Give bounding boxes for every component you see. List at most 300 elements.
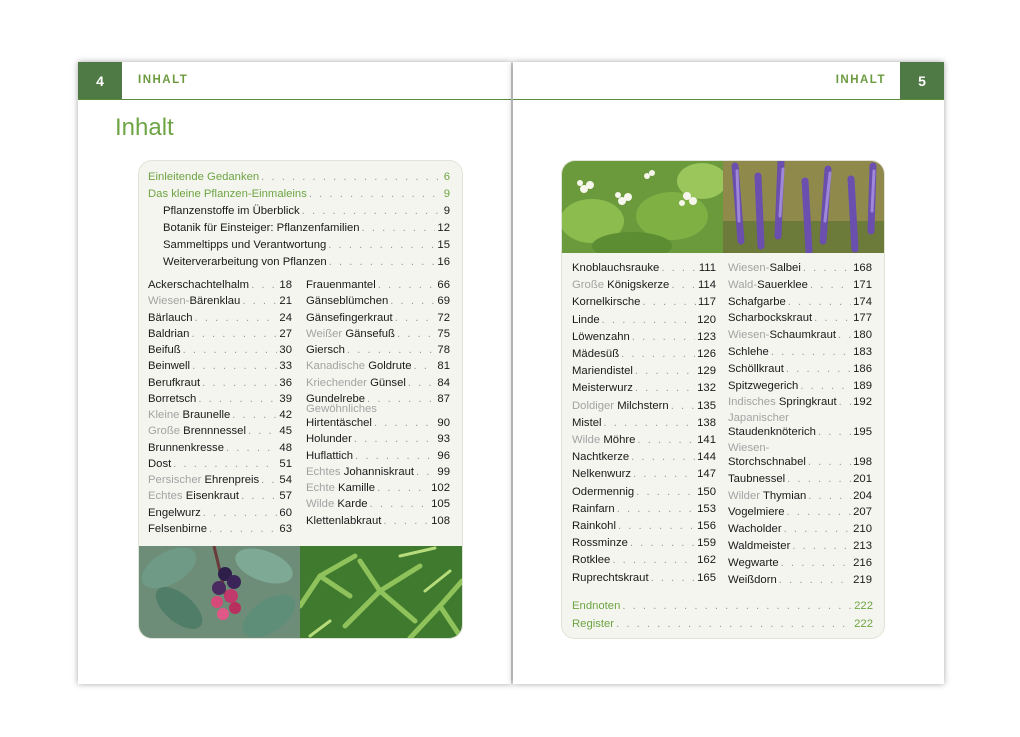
toc-entry[interactable] bbox=[148, 311, 292, 325]
leader-dots bbox=[355, 449, 435, 463]
toc-entry-name: Günsel bbox=[370, 376, 406, 389]
leader-dots bbox=[787, 505, 852, 519]
toc-entry-name: Ruprechtskraut bbox=[572, 571, 649, 584]
toc-entry-prefix: Wilder bbox=[728, 489, 763, 502]
toc-entry[interactable] bbox=[572, 467, 716, 481]
toc-entry-title: Pflanzenstoffe im Überblick bbox=[163, 205, 300, 217]
toc-entry[interactable] bbox=[148, 170, 450, 184]
toc-entry-page: 174 bbox=[853, 295, 872, 308]
toc-entry[interactable] bbox=[148, 457, 292, 471]
toc-entry-name: Nachtkerze bbox=[572, 451, 630, 464]
toc-entry[interactable] bbox=[148, 489, 292, 503]
toc-entry-page: 180 bbox=[853, 329, 872, 342]
toc-entry-page: 129 bbox=[697, 365, 716, 378]
toc-entry[interactable] bbox=[148, 278, 292, 292]
toc-entry[interactable] bbox=[572, 599, 873, 613]
toc-entry[interactable] bbox=[148, 376, 292, 390]
toc-entry[interactable] bbox=[572, 261, 716, 275]
toc-entry-page: 204 bbox=[853, 489, 872, 502]
toc-entry-page: 162 bbox=[697, 554, 716, 567]
toc-entry-name: Gundelrebe bbox=[306, 392, 366, 405]
toc-entry[interactable] bbox=[306, 343, 450, 357]
leader-dots bbox=[786, 362, 851, 376]
toc-entry-prefix: Wiesen- bbox=[728, 262, 770, 274]
toc-entry-name: Dost bbox=[148, 457, 172, 470]
leader-dots bbox=[203, 506, 278, 520]
leader-dots bbox=[781, 556, 851, 570]
toc-entry-name: Knoblauchsrauke bbox=[572, 262, 660, 274]
toc-entry-prefix: Echtes bbox=[148, 490, 186, 503]
toc-entry[interactable] bbox=[572, 571, 716, 585]
toc-entry[interactable] bbox=[572, 433, 716, 447]
leader-dots bbox=[191, 327, 277, 341]
toc-entry-page: 123 bbox=[697, 330, 716, 343]
leader-dots bbox=[367, 392, 435, 406]
toc-entry[interactable] bbox=[306, 327, 450, 341]
page-title: Inhalt bbox=[115, 114, 174, 141]
toc-entry-name: Rainfarn bbox=[572, 502, 615, 515]
leader-dots bbox=[414, 359, 436, 373]
toc-entry-page: 16 bbox=[437, 256, 450, 268]
leader-dots bbox=[671, 278, 696, 292]
leader-dots bbox=[616, 617, 852, 631]
toc-entry[interactable] bbox=[728, 295, 872, 309]
toc-entry-page: 96 bbox=[437, 449, 450, 462]
toc-entry-name: Gänsefuß bbox=[345, 327, 395, 340]
toc-entry-page: 105 bbox=[431, 498, 450, 511]
toc-entry-page: 15 bbox=[437, 239, 450, 251]
toc-entry-page: 69 bbox=[437, 295, 450, 308]
toc-entry-name: Rossminze bbox=[572, 537, 628, 550]
toc-entry[interactable] bbox=[572, 399, 716, 413]
toc-entry-name: Bärenklau bbox=[189, 295, 241, 308]
toc-entry-page: 120 bbox=[697, 313, 716, 326]
toc-entry-prefix: Wiesen- bbox=[148, 295, 190, 308]
toc-entry-name: Berufkraut bbox=[148, 376, 201, 389]
leader-dots bbox=[261, 170, 442, 184]
toc-entry-name: Vogelmiere bbox=[728, 506, 785, 519]
toc-entry-prefix: Weißer bbox=[306, 327, 346, 340]
toc-entry[interactable] bbox=[572, 381, 716, 395]
toc-entry[interactable] bbox=[163, 221, 450, 235]
toc-entry-page: 168 bbox=[853, 262, 872, 274]
leader-dots bbox=[390, 294, 435, 308]
toc-entry-name: Thymian bbox=[762, 489, 807, 502]
toc-entry-page: 36 bbox=[279, 376, 292, 389]
leader-dots bbox=[787, 472, 851, 486]
toc-entry-prefix: Indisches bbox=[728, 396, 779, 409]
leader-dots bbox=[800, 379, 851, 393]
toc-entry-page: 60 bbox=[279, 506, 292, 519]
leader-dots bbox=[808, 489, 851, 503]
toc-entry-page: 30 bbox=[279, 344, 292, 356]
leader-dots bbox=[416, 465, 435, 479]
toc-entry[interactable] bbox=[728, 539, 872, 553]
leader-dots bbox=[788, 295, 851, 309]
toc-entry[interactable] bbox=[306, 449, 450, 463]
page-number-left: 4 bbox=[78, 62, 122, 99]
leader-dots bbox=[631, 450, 695, 464]
leader-dots bbox=[362, 221, 436, 235]
toc-entry[interactable] bbox=[148, 327, 292, 341]
toc-entry-name: Baldrian bbox=[148, 327, 190, 340]
leader-dots bbox=[378, 278, 436, 292]
toc-entry-name: Brunnenkresse bbox=[148, 441, 224, 454]
leader-dots bbox=[635, 381, 695, 395]
toc-entry-prefix: Große bbox=[148, 425, 184, 438]
leader-dots bbox=[838, 328, 851, 342]
leader-dots bbox=[637, 433, 695, 447]
toc-entry-prefix: Wilde bbox=[306, 498, 338, 511]
left-page bbox=[78, 62, 511, 684]
toc-entry[interactable] bbox=[163, 238, 450, 252]
leader-dots bbox=[803, 261, 851, 275]
leader-dots bbox=[377, 481, 429, 495]
toc-entry-name: Nelkenwurz bbox=[572, 468, 632, 481]
toc-entry[interactable] bbox=[148, 506, 292, 520]
toc-entry-name: Möhre bbox=[603, 434, 636, 446]
toc-entry-page: 150 bbox=[697, 485, 716, 498]
toc-entry[interactable] bbox=[728, 455, 872, 469]
toc-entry[interactable] bbox=[572, 313, 716, 327]
toc-entry[interactable] bbox=[728, 379, 872, 393]
toc-entry[interactable] bbox=[572, 536, 716, 550]
toc-entry-name: Huflattich bbox=[306, 449, 354, 462]
toc-entry-name: Storchschnabel bbox=[728, 456, 806, 468]
leader-dots bbox=[661, 261, 697, 275]
toc-entry[interactable] bbox=[148, 441, 292, 455]
toc-entry-prefix: Echtes bbox=[306, 465, 344, 478]
toc-box-left bbox=[138, 160, 463, 639]
toc-entry-prefix: Kanadische bbox=[306, 360, 369, 373]
toc-entry-name: Weißdorn bbox=[728, 573, 777, 586]
toc-entry[interactable] bbox=[163, 204, 450, 218]
toc-entry[interactable] bbox=[728, 573, 872, 587]
toc-entry-qualifier: Gewöhnliches bbox=[306, 403, 377, 415]
toc-entry-page: 192 bbox=[853, 396, 872, 409]
toc-entry-name: Kamille bbox=[338, 482, 376, 494]
toc-entry-page: 159 bbox=[697, 537, 716, 550]
leader-dots bbox=[632, 330, 695, 344]
toc-entry-page: 9 bbox=[443, 205, 450, 217]
toc-entry-page: 39 bbox=[279, 392, 292, 405]
toc-entry[interactable] bbox=[306, 311, 450, 325]
toc-entry-page: 81 bbox=[437, 360, 450, 373]
toc-entry[interactable] bbox=[728, 522, 872, 536]
running-head-right: INHALT bbox=[835, 74, 886, 86]
toc-entry-name: Wegwarte bbox=[728, 556, 779, 569]
toc-entry[interactable] bbox=[572, 416, 716, 430]
toc-entry-name: Braunelle bbox=[182, 409, 231, 421]
toc-entry-name: Scharbockskraut bbox=[728, 312, 813, 325]
leader-dots bbox=[183, 343, 278, 357]
toc-entry-name: Gänsefingerkraut bbox=[306, 311, 393, 324]
toc-entry-qualifier: Japanischer bbox=[728, 412, 789, 425]
toc-entry-page: 75 bbox=[437, 327, 450, 340]
toc-entry-title: Endnoten bbox=[572, 600, 621, 612]
toc-entry[interactable] bbox=[572, 502, 716, 516]
toc-entry[interactable] bbox=[148, 343, 292, 357]
leader-dots bbox=[621, 347, 695, 361]
right-page bbox=[513, 62, 944, 684]
leader-dots bbox=[618, 519, 695, 533]
toc-entry[interactable] bbox=[728, 362, 872, 376]
toc-entry-page: 195 bbox=[853, 426, 872, 439]
leader-dots bbox=[395, 311, 436, 325]
toc-entry-name: Staudenknöterich bbox=[728, 426, 816, 439]
toc-entry-page: 198 bbox=[853, 456, 872, 468]
toc-entry[interactable] bbox=[572, 519, 716, 533]
toc-entry-name: Gänseblümchen bbox=[306, 295, 389, 308]
toc-entry-prefix: Wiesen- bbox=[728, 329, 770, 342]
toc-entry-prefix: Kleine bbox=[148, 409, 183, 421]
toc-entry-page: 87 bbox=[437, 392, 450, 405]
toc-entry[interactable] bbox=[572, 330, 716, 344]
toc-entry-name: Beinwell bbox=[148, 360, 191, 373]
leader-dots bbox=[192, 359, 277, 373]
toc-entry-page: 33 bbox=[279, 360, 292, 373]
toc-entry-page: 66 bbox=[437, 279, 450, 291]
toc-entry-page: 138 bbox=[697, 416, 716, 429]
leader-dots bbox=[309, 187, 442, 201]
toc-entry-name: Kornelkirsche bbox=[572, 296, 641, 309]
leader-dots bbox=[612, 553, 695, 567]
photo-knoblauchsrauke bbox=[562, 161, 723, 253]
toc-entry-page: 48 bbox=[279, 441, 292, 454]
toc-entry[interactable] bbox=[306, 514, 450, 528]
toc-entry[interactable] bbox=[728, 261, 872, 275]
toc-entry-name: Springkraut bbox=[778, 396, 837, 409]
toc-entry-name: Wacholder bbox=[728, 523, 782, 536]
leader-dots bbox=[814, 311, 851, 325]
toc-entry[interactable] bbox=[306, 359, 450, 373]
toc-entry[interactable] bbox=[728, 328, 872, 342]
toc-entry-page: 63 bbox=[279, 522, 292, 535]
toc-entry-title: Das kleine Pflanzen-Einmaleins bbox=[148, 188, 307, 200]
toc-entry-page: 186 bbox=[853, 362, 872, 375]
leader-dots bbox=[383, 514, 429, 528]
toc-entry-page: 6 bbox=[443, 171, 450, 183]
toc-entry[interactable] bbox=[572, 347, 716, 361]
leader-dots bbox=[251, 278, 277, 292]
toc-entry-name: Rainkohl bbox=[572, 520, 616, 532]
toc-entry[interactable] bbox=[148, 294, 292, 308]
toc-entry-name: Taubnessel bbox=[728, 472, 786, 485]
toc-entry-page: 141 bbox=[697, 434, 716, 446]
toc-entry-name: Schaumkraut bbox=[769, 329, 836, 342]
toc-entry-page: 210 bbox=[853, 523, 872, 536]
toc-entry[interactable] bbox=[148, 408, 292, 422]
leader-dots bbox=[226, 441, 277, 455]
toc-entry-qualifier: Wiesen- bbox=[728, 442, 770, 454]
toc-entry-page: 42 bbox=[279, 409, 292, 421]
toc-entry[interactable] bbox=[572, 295, 716, 309]
leader-dots bbox=[198, 392, 277, 406]
leader-dots bbox=[602, 313, 695, 327]
toc-entry[interactable] bbox=[572, 450, 716, 464]
leader-dots bbox=[241, 489, 277, 503]
toc-entry-page: 114 bbox=[697, 279, 716, 292]
toc-entry-name: Spitzwegerich bbox=[728, 379, 799, 392]
toc-entry-name: Felsenbirne bbox=[148, 522, 208, 535]
toc-entry[interactable] bbox=[572, 553, 716, 567]
toc-entry-name: Meisterwurz bbox=[572, 382, 633, 395]
leader-dots bbox=[347, 343, 436, 357]
leader-dots bbox=[604, 416, 696, 430]
leader-dots bbox=[784, 522, 852, 536]
toc-entry-name: Odermennig bbox=[572, 485, 635, 498]
toc-entry-page: 171 bbox=[853, 278, 872, 291]
toc-entry-name: Mädesüß bbox=[572, 348, 620, 360]
toc-entry-name: Holunder bbox=[306, 433, 352, 446]
toc-box-right bbox=[561, 160, 885, 639]
leader-dots bbox=[651, 571, 696, 585]
header-rule-left bbox=[78, 99, 511, 100]
toc-entry-page: 135 bbox=[697, 399, 716, 412]
toc-entry[interactable] bbox=[148, 473, 292, 487]
toc-entry-page: 18 bbox=[279, 279, 292, 291]
toc-entry[interactable] bbox=[148, 522, 292, 536]
leader-dots bbox=[232, 408, 277, 422]
toc-entry-page: 78 bbox=[437, 344, 450, 356]
toc-entry-name: Eisenkraut bbox=[185, 490, 240, 503]
toc-entry-title: Sammeltipps und Verantwortung bbox=[163, 239, 327, 251]
toc-entry-name: Bärlauch bbox=[148, 311, 193, 324]
toc-entry[interactable] bbox=[163, 255, 450, 269]
toc-entry[interactable] bbox=[148, 392, 292, 406]
toc-entry-page: 216 bbox=[853, 556, 872, 569]
toc-entry-page: 147 bbox=[697, 468, 716, 481]
toc-entry-prefix: Doldiger bbox=[572, 399, 618, 412]
toc-entry[interactable] bbox=[306, 465, 450, 479]
toc-entry-page: 132 bbox=[697, 382, 716, 395]
toc-entry[interactable] bbox=[306, 278, 450, 292]
toc-entry[interactable] bbox=[728, 278, 872, 292]
toc-entry[interactable] bbox=[728, 556, 872, 570]
leader-dots bbox=[771, 345, 851, 359]
toc-entry[interactable] bbox=[572, 364, 716, 378]
toc-entry[interactable] bbox=[148, 424, 292, 438]
toc-entry-prefix: Persischer bbox=[148, 474, 205, 486]
toc-entry-page: 12 bbox=[437, 222, 450, 234]
toc-entry-name: Ackerschachtelhalm bbox=[148, 279, 250, 291]
toc-entry[interactable] bbox=[306, 376, 450, 390]
toc-entry[interactable] bbox=[148, 359, 292, 373]
leader-dots bbox=[302, 204, 442, 218]
toc-entry[interactable] bbox=[306, 416, 450, 430]
toc-entry[interactable] bbox=[306, 497, 450, 511]
leader-dots bbox=[397, 327, 435, 341]
toc-entry-name: Johanniskraut bbox=[343, 465, 415, 478]
toc-entry-name: Ehrenpreis bbox=[204, 474, 260, 486]
toc-entry-name: Schöllkraut bbox=[728, 362, 784, 375]
toc-entry[interactable] bbox=[728, 489, 872, 503]
toc-entry-name: Beifuß bbox=[148, 344, 181, 356]
leader-dots bbox=[818, 425, 851, 439]
leader-dots bbox=[630, 536, 695, 550]
toc-entry-page: 90 bbox=[437, 417, 450, 429]
leader-dots bbox=[248, 424, 277, 438]
leader-dots bbox=[810, 278, 851, 292]
toc-entry-page: 126 bbox=[697, 348, 716, 360]
leader-dots bbox=[642, 295, 696, 309]
leader-dots bbox=[622, 599, 852, 613]
toc-entry[interactable] bbox=[306, 481, 450, 495]
toc-entry-name: Königskerze bbox=[607, 279, 670, 292]
toc-entry-page: 201 bbox=[853, 472, 872, 485]
toc-entry-page: 21 bbox=[279, 295, 292, 308]
leader-dots bbox=[408, 376, 436, 390]
toc-entry-name: Hirtentäschel bbox=[306, 417, 372, 429]
toc-entry-page: 45 bbox=[279, 425, 292, 438]
toc-entry-title: Einleitende Gedanken bbox=[148, 171, 260, 183]
toc-entry[interactable] bbox=[728, 311, 872, 325]
page-number-right: 5 bbox=[900, 62, 944, 99]
toc-entry[interactable] bbox=[572, 278, 716, 292]
toc-entry[interactable] bbox=[728, 505, 872, 519]
toc-entry[interactable] bbox=[306, 294, 450, 308]
leader-dots bbox=[370, 497, 430, 511]
toc-entry-prefix: Wald- bbox=[728, 278, 758, 291]
toc-entry[interactable] bbox=[728, 425, 872, 439]
toc-entry-page: 111 bbox=[698, 262, 716, 274]
toc-entry-page: 24 bbox=[279, 311, 292, 324]
leader-dots bbox=[374, 416, 435, 430]
toc-entry-page: 93 bbox=[437, 433, 450, 446]
toc-entry-page: 213 bbox=[853, 540, 872, 552]
toc-entry-name: Schlehe bbox=[728, 346, 769, 358]
toc-entry-name: Schafgarbe bbox=[728, 295, 786, 308]
toc-entry-name: Goldrute bbox=[368, 360, 412, 373]
toc-entry-name: Karde bbox=[337, 498, 368, 511]
toc-entry-page: 207 bbox=[853, 506, 872, 519]
toc-entry[interactable] bbox=[728, 472, 872, 486]
photo-waldmeister bbox=[300, 546, 462, 638]
toc-entry[interactable] bbox=[572, 485, 716, 499]
leader-dots bbox=[195, 311, 278, 325]
leader-dots bbox=[636, 485, 695, 499]
toc-entry-name: Engelwurz bbox=[148, 506, 201, 519]
toc-entry-name: Sauerklee bbox=[757, 278, 808, 291]
leader-dots bbox=[808, 455, 851, 469]
toc-entry-name: Frauenmantel bbox=[306, 279, 376, 291]
leader-dots bbox=[202, 376, 277, 390]
photo-felsenbirne bbox=[139, 546, 300, 638]
leader-dots bbox=[792, 539, 851, 553]
toc-entry-name: Salbei bbox=[769, 262, 801, 274]
leader-dots bbox=[633, 467, 695, 481]
leader-dots bbox=[354, 432, 436, 446]
toc-entry-page: 222 bbox=[854, 600, 873, 612]
toc-entry[interactable] bbox=[148, 187, 450, 201]
leader-dots bbox=[209, 522, 277, 536]
leader-dots bbox=[173, 457, 277, 471]
toc-entry-name: Borretsch bbox=[148, 392, 197, 405]
toc-entry[interactable] bbox=[306, 432, 450, 446]
leader-dots bbox=[635, 364, 695, 378]
toc-entry[interactable] bbox=[728, 395, 872, 409]
toc-entry-page: 165 bbox=[697, 571, 716, 584]
leader-dots bbox=[671, 399, 695, 413]
toc-entry-page: 54 bbox=[279, 474, 292, 486]
leader-dots bbox=[242, 294, 277, 308]
leader-dots bbox=[329, 255, 436, 269]
toc-entry-page: 153 bbox=[697, 502, 716, 515]
toc-entry[interactable] bbox=[572, 617, 873, 631]
toc-entry-prefix: Wilde bbox=[572, 434, 604, 446]
leader-dots bbox=[617, 502, 695, 516]
toc-entry[interactable] bbox=[728, 345, 872, 359]
